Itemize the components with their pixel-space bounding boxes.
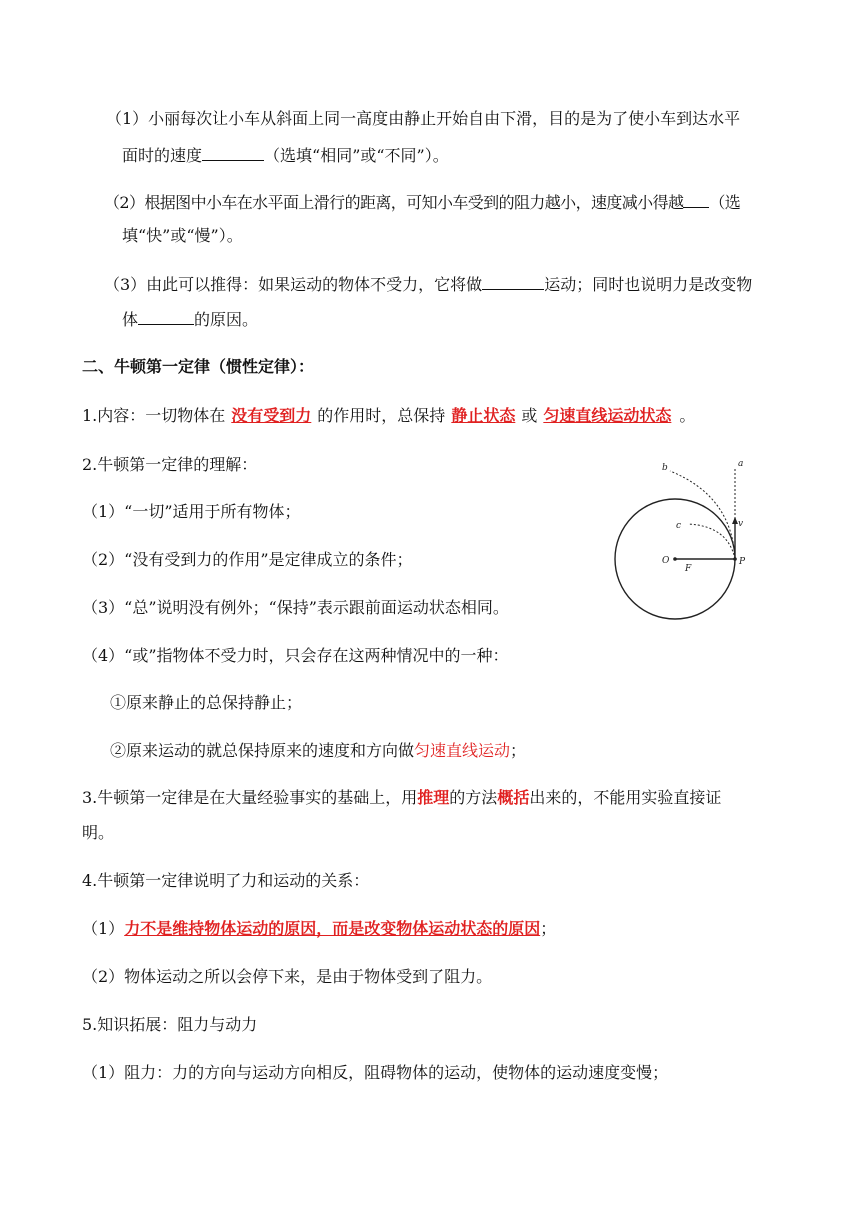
q3-line2	[122, 307, 258, 331]
item5-title	[82, 1014, 257, 1036]
q3-text-1a: （3）由此可以推得：如果运动的物体不受力，它将做	[104, 275, 483, 294]
item5-point1	[82, 1062, 668, 1084]
circular-motion-figure	[612, 456, 762, 621]
item4-title-text: 4.牛顿第一定律说明了力和运动的关系：	[82, 871, 370, 890]
item3-text-e: 出来的，不能用实验直接证	[529, 788, 722, 807]
q1-line2	[122, 143, 449, 167]
q1-text-2a: 面时的速度	[122, 146, 203, 165]
item4-point2-text: （2）物体运动之所以会停下来，是由于物体受到了阻力。	[82, 967, 493, 986]
q1-answer-blank[interactable]	[202, 143, 264, 161]
item4-point2	[82, 966, 492, 988]
q3-text-2a: 体	[122, 310, 139, 329]
item1-mid1: 的作用时，总保持	[317, 406, 446, 425]
item4-point1	[82, 918, 556, 940]
item4-point1-highlight: 力不是维持物体运动的原因，而是改变物体运动状态的原因	[124, 919, 541, 938]
answer-no-force: 没有受到力	[231, 406, 312, 425]
item3-text-line2: 明。	[82, 823, 115, 842]
q1-text: （1）小丽每次让小车从斜面上同一高度由静止开始自由下滑，目的是为了使小车到达水平	[106, 109, 741, 128]
item2-point1	[82, 501, 301, 523]
item4-title	[82, 870, 369, 892]
q3-text-1b: 运动；同时也说明力是改变物	[544, 275, 753, 294]
answer-rest-state: 静止状态	[451, 406, 516, 425]
q3-answer-blank-2[interactable]	[138, 307, 194, 325]
item3-highlight-reasoning: 推理	[417, 788, 450, 807]
label-b: b	[662, 463, 668, 473]
item4-point1-end: ；	[540, 919, 557, 938]
item2-case1-text: ①原来静止的总保持静止；	[110, 693, 303, 712]
section-heading	[82, 356, 314, 378]
item2-point1-text: （1）“一切”适用于所有物体；	[82, 502, 301, 521]
q2-text-1b: （选	[709, 193, 741, 212]
item2-point3-text: （3）“总”说明没有例外；“保持”表示跟前面运动状态相同。	[82, 598, 509, 617]
item2-point3	[82, 597, 509, 619]
item1-prefix: 1.内容：一切物体在	[82, 406, 226, 425]
item4-point1-prefix: （1）	[82, 919, 125, 938]
curve-path-b	[670, 471, 735, 559]
item5-title-text: 5.知识拓展：阻力与动力	[82, 1015, 258, 1034]
item2-point4-text: （4）“或”指物体不受力时，只会存在这两种情况中的一种：	[82, 646, 509, 665]
q3-line1	[104, 272, 752, 296]
q2-text-1a: （2）根据图中小车在水平面上滑行的距离，可知小车受到的阻力越小，速度减小得越	[104, 193, 684, 212]
q3-answer-blank-1[interactable]	[482, 272, 544, 290]
item2-point4	[82, 645, 509, 667]
item2-case2-end: ；	[510, 741, 527, 760]
curve-path-c	[688, 524, 735, 559]
item3-highlight-generalize: 概括	[497, 788, 530, 807]
item1-content	[82, 405, 695, 427]
q2-line1	[104, 190, 740, 214]
item2-point2	[82, 549, 413, 571]
label-c: c	[676, 521, 682, 531]
item2-title	[82, 454, 257, 476]
label-f: F	[685, 564, 692, 574]
item3-text-c: 的方法	[449, 788, 498, 807]
q1-line1	[106, 108, 740, 130]
item1-end: 。	[679, 406, 696, 425]
item2-case2-text: ②原来运动的就总保持原来的速度和方向做	[110, 741, 415, 760]
q2-answer-blank[interactable]	[683, 190, 709, 208]
section-title: 二、牛顿第一定律（惯性定律）：	[82, 357, 315, 376]
item2-title-text: 2.牛顿第一定律的理解：	[82, 455, 258, 474]
item5-point1-text: （1）阻力：力的方向与运动方向相反，阻碍物体的运动，使物体的运动速度变慢；	[82, 1063, 669, 1082]
item2-case2	[110, 740, 526, 762]
item2-case2-highlight: 匀速直线运动	[414, 741, 511, 760]
item3-line2	[82, 822, 114, 844]
item2-point2-text: （2）“没有受到力的作用”是定律成立的条件；	[82, 550, 413, 569]
item2-case1	[110, 692, 302, 714]
item3-text-a: 3.牛顿第一定律是在大量经验事实的基础上，用	[82, 788, 418, 807]
item1-mid2: 或	[521, 406, 538, 425]
q2-line2	[122, 225, 243, 247]
item3-line1	[82, 787, 721, 809]
q2-text-2: 填“快”或“慢”）。	[122, 226, 243, 245]
answer-uniform-motion: 匀速直线运动状态	[543, 406, 672, 425]
center-point	[673, 557, 677, 561]
label-a: a	[738, 459, 744, 469]
q3-text-2b: 的原因。	[194, 310, 259, 329]
label-o: O	[662, 556, 670, 566]
label-p: P	[739, 557, 746, 567]
q1-text-2b: （选填“相同”或“不同”）。	[264, 146, 449, 165]
label-v: v	[738, 519, 744, 529]
